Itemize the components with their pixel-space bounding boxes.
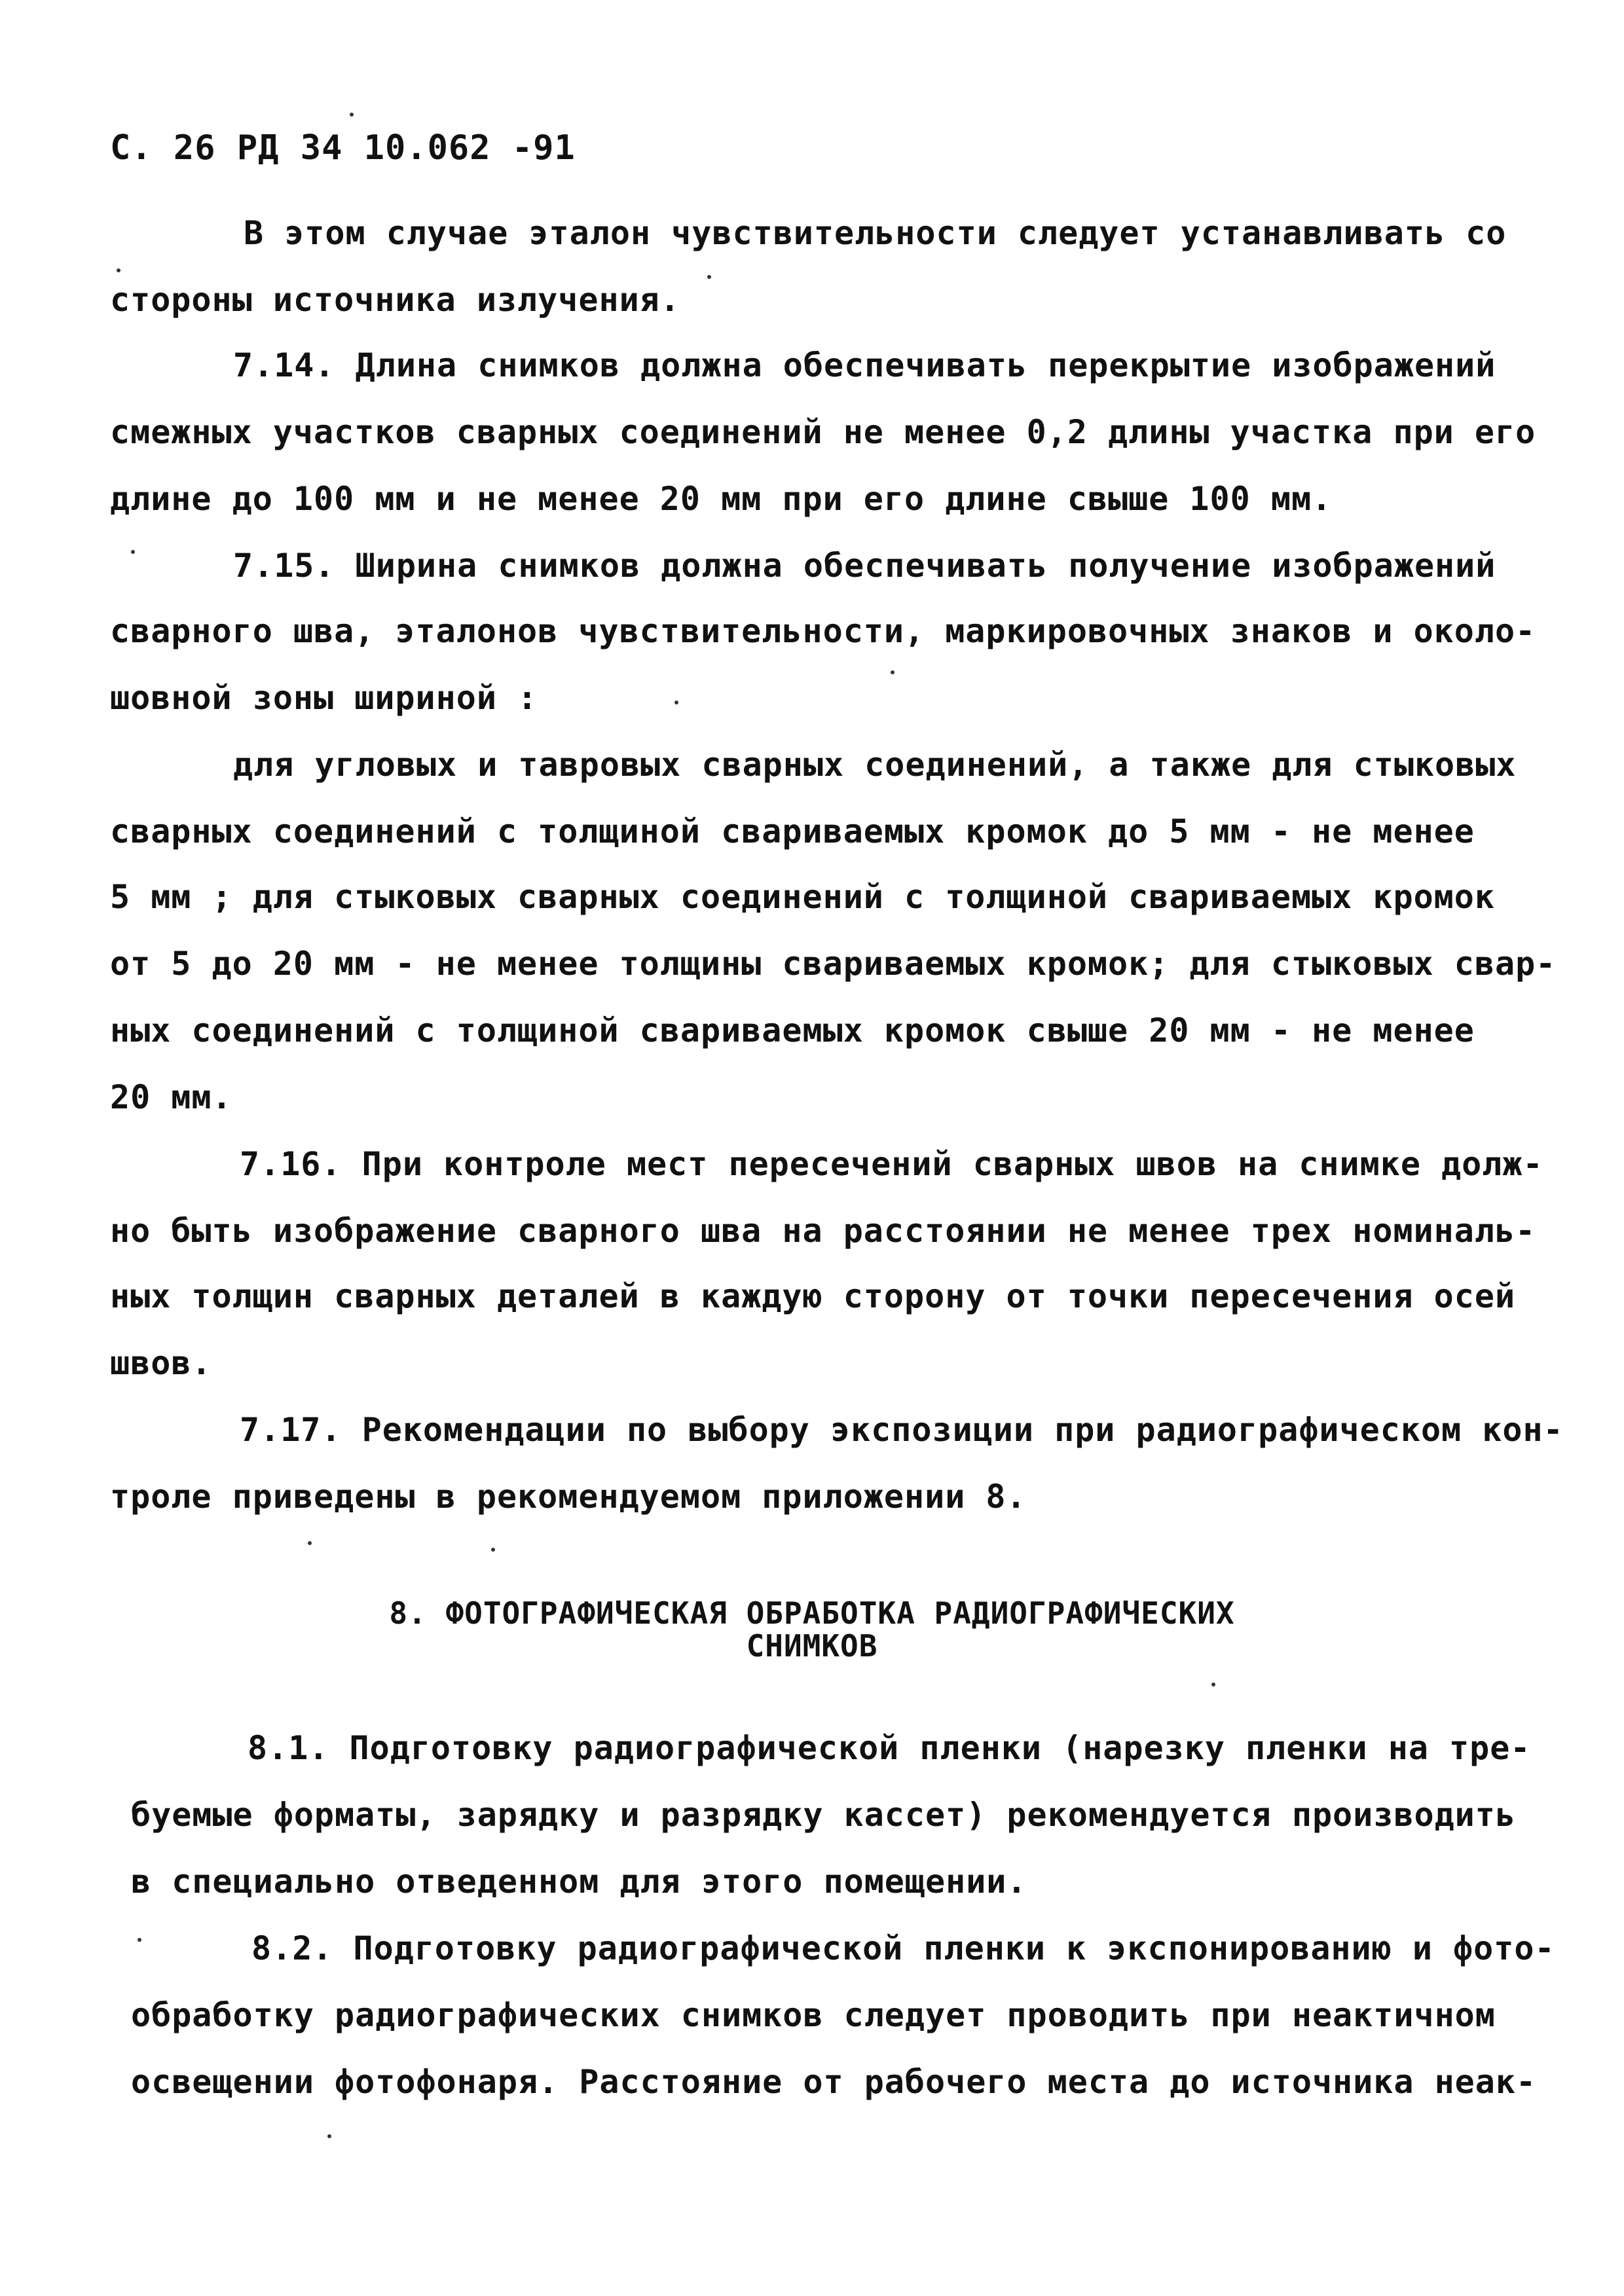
page-header: С. 26 РД 34 10.062 -91 [110, 128, 576, 168]
text-line: обработку радиографических снимков следует проводить при неактичном [131, 1996, 1496, 2034]
text-line: длине до 100 мм и не менее 20 мм при его длине свыше 100 мм. [110, 480, 1333, 518]
text-line: но быть изображение сварного шва на расстоянии не менее трех номиналь- [110, 1212, 1536, 1250]
scan-speck [327, 2134, 331, 2138]
text-line: сварных соединений с толщиной свариваемых кромок до 5 мм - не менее [110, 812, 1475, 850]
text-line: В этом случае эталон чувствительности следует устанавливать со [244, 214, 1507, 252]
text-line: ных соединений с толщиной свариваемых кромок свыше 20 мм - не менее [110, 1011, 1475, 1049]
text-line: 7.16. При контроле мест пересечений сварных швов на снимке долж- [240, 1145, 1543, 1183]
scan-speck [138, 1938, 141, 1942]
scan-speck [350, 113, 354, 117]
text-line: 8.2. Подготовку радиографической пленки к экспонированию и фото- [251, 1929, 1555, 1967]
text-line: 7.15. Ширина снимков должна обеспечивать получение изображений [233, 547, 1496, 585]
text-line: 7.17. Рекомендации по выбору экспозиции при радиографическом кон- [240, 1411, 1564, 1449]
scan-speck [117, 268, 120, 272]
text-line: освещении фотофонаря. Расстояние от рабочего места до источника неак- [131, 2063, 1537, 2101]
scan-speck [674, 701, 678, 704]
scan-speck [491, 1548, 495, 1552]
scan-speck [1211, 1683, 1215, 1686]
text-line: 5 мм ; для стыковых сварных соединений с толщиной свариваемых кромок [110, 878, 1495, 916]
section-heading-line2: СНИМКОВ [746, 1628, 878, 1664]
text-line: швов. [110, 1344, 212, 1382]
text-line: 7.14. Длина снимков должна обеспечивать перекрытие изображений [233, 346, 1496, 384]
text-line: 8.1. Подготовку радиографической пленки (нарезку пленки на тре- [248, 1729, 1531, 1767]
text-line: 20 мм. [110, 1078, 232, 1116]
text-line: сварного шва, эталонов чувствительности, маркировочных знаков и около- [110, 612, 1536, 650]
text-line: для угловых и тавровых сварных соединений, а также для стыковых [233, 746, 1517, 784]
text-line: стороны источника излучения. [110, 281, 680, 319]
text-line: в специально отведенном для этого помещении. [131, 1863, 1027, 1901]
section-heading-line1: 8. ФОТОГРАФИЧЕСКАЯ ОБРАБОТКА РАДИОГРАФИЧЕСКИХ [389, 1595, 1235, 1631]
scan-speck [891, 670, 895, 674]
text-line: ных толщин сварных деталей в каждую сторону от точки пересечения осей [110, 1277, 1516, 1315]
scan-speck [308, 1541, 312, 1545]
text-line: от 5 до 20 мм - не менее толщины свариваемых кромок; для стыковых свар- [110, 945, 1557, 983]
text-line: буемые форматы, зарядку и разрядку кассет) рекомендуется производить [131, 1796, 1516, 1834]
text-line: шовной зоны шириной : [110, 679, 538, 717]
scan-speck [131, 550, 135, 554]
text-line: смежных участков сварных соединений не менее 0,2 длины участка при его [110, 413, 1536, 451]
scan-speck [707, 275, 711, 279]
text-line: троле приведены в рекомендуемом приложении 8. [110, 1478, 1027, 1516]
